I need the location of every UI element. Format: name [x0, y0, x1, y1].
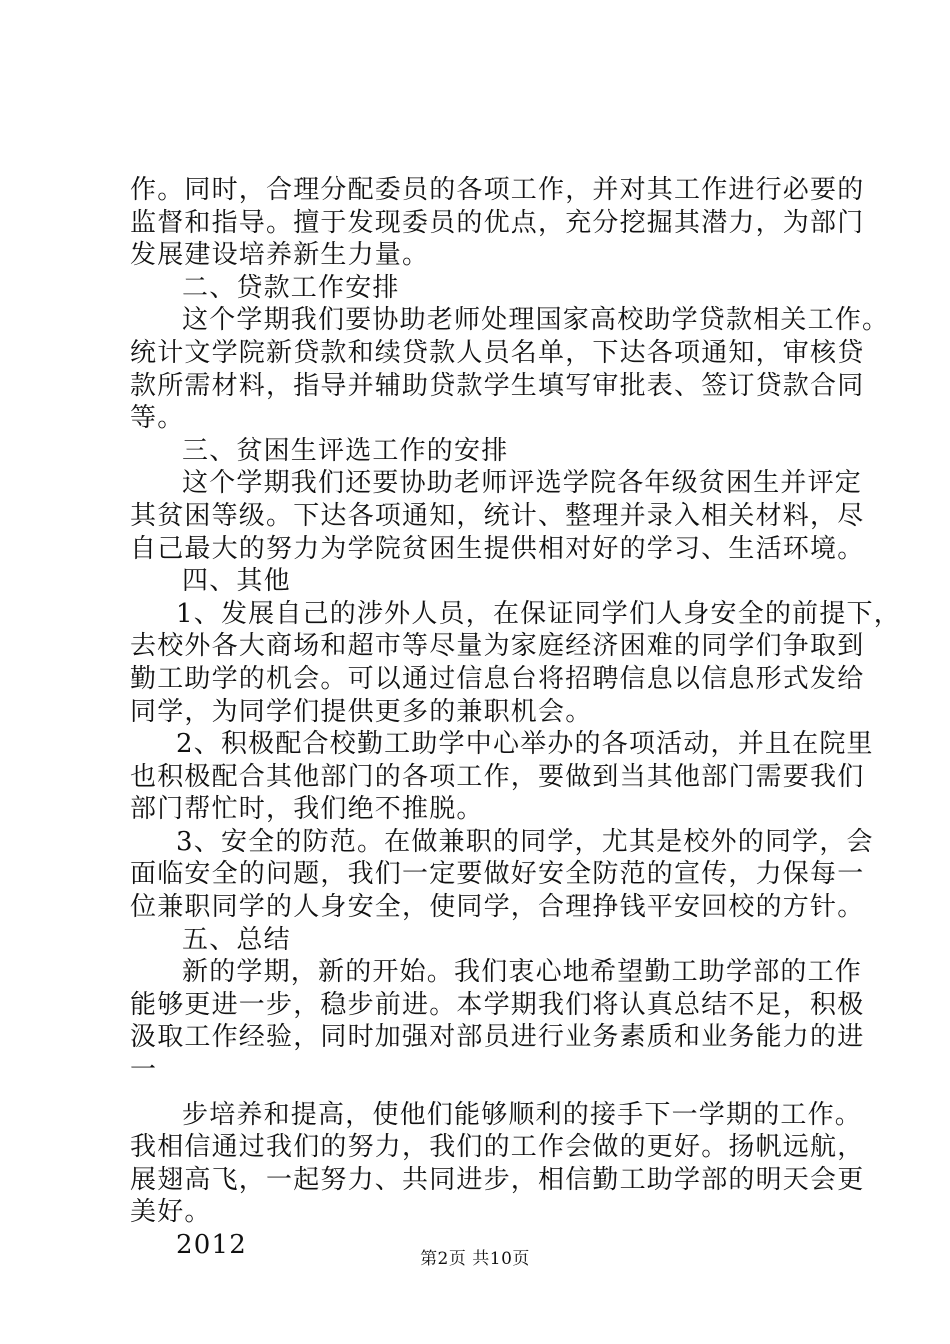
paragraph-line: 这个学期我们还要协助老师评选学院各年级贫困生并评定	[182, 468, 863, 499]
paragraph-line: 款所需材料，指导并辅助贷款学生填写审批表、签订贷款合同	[130, 370, 865, 401]
paragraph-line: 发展建设培养新生力量。	[130, 240, 430, 271]
paragraph-line: 勤工助学的机会。可以通过信息台将招聘信息以信息形式发给	[130, 663, 865, 694]
paragraph-line: 监督和指导。擅于发现委员的优点，充分挖掘其潜力，为部门	[130, 207, 865, 238]
section-heading-summary: 五、总结	[182, 924, 291, 955]
page-number-footer: 第2页 共10页	[420, 1249, 530, 1269]
paragraph-line: 统计文学院新贷款和续贷款人员名单，下达各项通知，审核贷	[130, 337, 865, 368]
paragraph-line: 这个学期我们要协助老师处理国家高校助学贷款相关工作。	[182, 305, 890, 336]
paragraph-line: 作。同时，合理分配委员的各项工作，并对其工作进行必要的	[130, 175, 865, 205]
paragraph-line: 位兼职同学的人身安全，使同学，合理挣钱平安回校的方针。	[130, 892, 865, 923]
paragraph-line: 一	[130, 1055, 158, 1086]
document-body	[130, 174, 901, 1262]
list-item-line: 3、安全的防范。在做兼职的同学，尤其是校外的同学，会	[176, 826, 874, 857]
paragraph-line: 其贫困等级。下达各项通知，统计、整理并录入相关材料，尽	[130, 500, 865, 531]
line-gap	[130, 1087, 840, 1099]
list-item-line: 1、发展自己的涉外人员，在保证同学们人身安全的前提下，	[176, 598, 901, 629]
paragraph-line: 去校外各大商场和超市等尽量为家庭经济困难的同学们争取到	[130, 631, 865, 662]
paragraph-line: 自己最大的努力为学院贫困生提供相对好的学习、生活环境。	[130, 533, 865, 564]
section-heading-other: 四、其他	[182, 566, 291, 597]
paragraph-line: 也积极配合其他部门的各项工作，要做到当其他部门需要我们	[130, 761, 865, 792]
paragraph-line: 面临安全的问题，我们一定要做好安全防范的宣传，力保每一	[130, 859, 865, 890]
date-line: 2012	[176, 1230, 247, 1260]
paragraph-line: 新的学期，新的开始。我们衷心地希望勤工助学部的工作	[182, 957, 863, 988]
paragraph-line: 等。	[130, 403, 185, 434]
paragraph-line: 美好。	[130, 1197, 212, 1228]
paragraph-line: 汲取工作经验，同时加强对部员进行业务素质和业务能力的进	[130, 1022, 865, 1053]
section-heading-loans: 二、贷款工作安排	[182, 272, 400, 303]
paragraph-line: 我相信通过我们的努力，我们的工作会做的更好。扬帆远航，	[130, 1132, 865, 1163]
paragraph-line: 步培养和提高，使他们能够顺利的接手下一学期的工作。	[182, 1099, 863, 1130]
paragraph-line: 展翅高飞，一起努力、共同进步，相信勤工助学部的明天会更	[130, 1164, 865, 1195]
section-heading-poverty: 三、贫困生评选工作的安排	[182, 435, 509, 466]
paragraph-line: 部门帮忙时，我们绝不推脱。	[130, 794, 484, 825]
paragraph-line: 能够更进一步，稳步前进。本学期我们将认真总结不足，积极	[130, 989, 865, 1020]
paragraph-line: 同学，为同学们提供更多的兼职机会。	[130, 696, 593, 727]
list-item-line: 2、积极配合校勤工助学中心举办的各项活动，并且在院里	[176, 729, 874, 760]
